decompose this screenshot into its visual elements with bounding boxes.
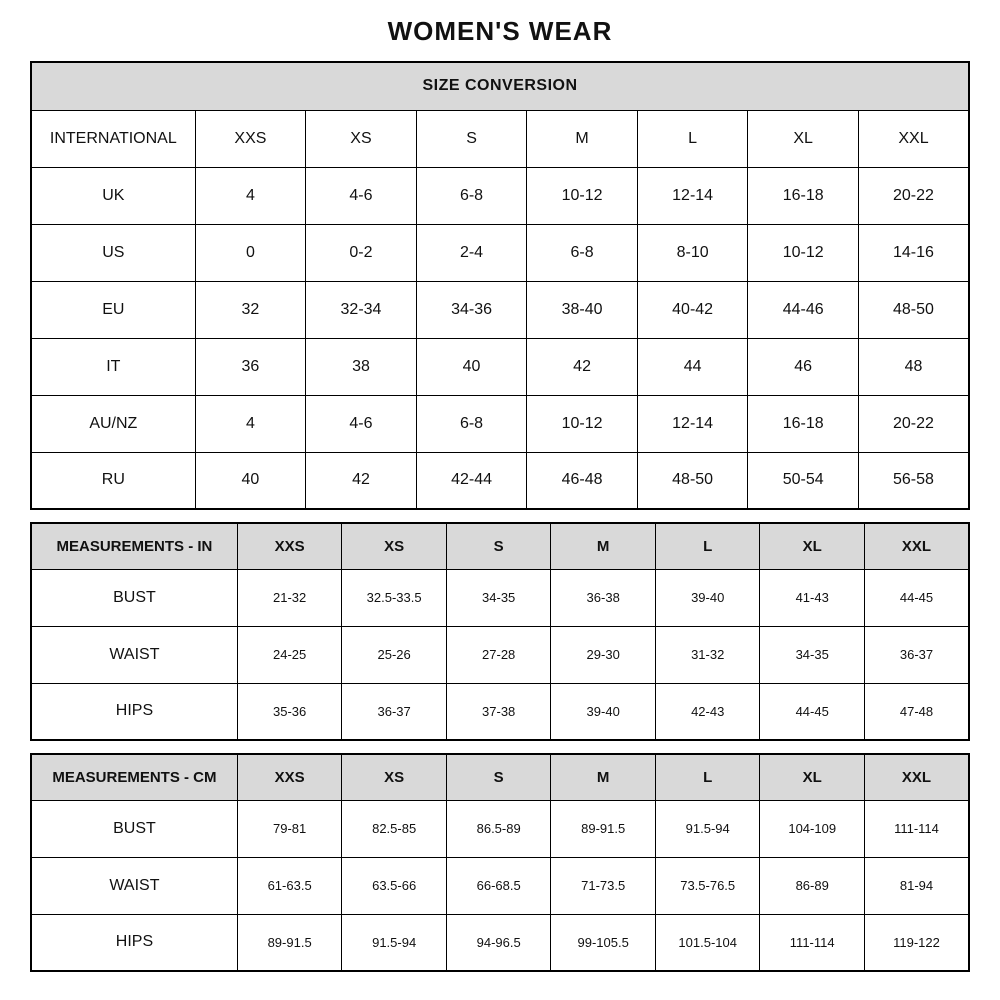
value-cell: 4-6 <box>306 395 417 452</box>
value-cell: XXL <box>858 110 969 167</box>
value-cell: 99-105.5 <box>551 914 656 971</box>
value-cell: 36-37 <box>342 683 447 740</box>
value-cell: 104-109 <box>760 800 865 857</box>
measurements-cm-table <box>30 753 970 972</box>
measurements-in-table <box>30 522 970 741</box>
value-cell: 21-32 <box>237 569 342 626</box>
value-cell: 82.5-85 <box>342 800 447 857</box>
value-cell: 91.5-94 <box>655 800 760 857</box>
value-cell: 6-8 <box>416 167 527 224</box>
value-cell: 48 <box>858 338 969 395</box>
value-cell: 89-91.5 <box>551 800 656 857</box>
value-cell: 40-42 <box>637 281 748 338</box>
value-cell: 42 <box>527 338 638 395</box>
value-cell: 14-16 <box>858 224 969 281</box>
value-cell: 48-50 <box>637 452 748 509</box>
column-header: XXS <box>237 754 342 800</box>
value-cell: 50-54 <box>748 452 859 509</box>
value-cell: 61-63.5 <box>237 857 342 914</box>
value-cell: 44 <box>637 338 748 395</box>
value-cell: 36-38 <box>551 569 656 626</box>
size-conversion-title-row <box>31 62 969 110</box>
column-header: XXS <box>237 523 342 569</box>
row-label: HIPS <box>31 914 237 971</box>
table-row <box>31 452 969 509</box>
value-cell: 71-73.5 <box>551 857 656 914</box>
value-cell: 79-81 <box>237 800 342 857</box>
column-header: MEASUREMENTS - CM <box>31 754 237 800</box>
value-cell: 12-14 <box>637 395 748 452</box>
row-label: AU/NZ <box>31 395 195 452</box>
row-label: BUST <box>31 569 237 626</box>
value-cell: 12-14 <box>637 167 748 224</box>
value-cell: 39-40 <box>655 569 760 626</box>
value-cell: 10-12 <box>527 167 638 224</box>
value-cell: 20-22 <box>858 395 969 452</box>
column-header: XS <box>342 754 447 800</box>
value-cell: 36 <box>195 338 306 395</box>
value-cell: 48-50 <box>858 281 969 338</box>
column-header: L <box>655 754 760 800</box>
value-cell: 37-38 <box>446 683 551 740</box>
value-cell: 91.5-94 <box>342 914 447 971</box>
column-header: XXL <box>864 754 969 800</box>
table-row <box>31 167 969 224</box>
table-row <box>31 800 969 857</box>
value-cell: 111-114 <box>760 914 865 971</box>
value-cell: 32.5-33.5 <box>342 569 447 626</box>
table-row <box>31 281 969 338</box>
value-cell: 16-18 <box>748 395 859 452</box>
row-label: EU <box>31 281 195 338</box>
value-cell: 35-36 <box>237 683 342 740</box>
value-cell: 16-18 <box>748 167 859 224</box>
value-cell: 34-36 <box>416 281 527 338</box>
row-label: UK <box>31 167 195 224</box>
value-cell: 31-32 <box>655 626 760 683</box>
table-row <box>31 338 969 395</box>
table-row <box>31 395 969 452</box>
value-cell: 29-30 <box>551 626 656 683</box>
value-cell: 4 <box>195 395 306 452</box>
value-cell: 111-114 <box>864 800 969 857</box>
value-cell: 86-89 <box>760 857 865 914</box>
value-cell: 42-44 <box>416 452 527 509</box>
page-title: WOMEN'S WEAR <box>387 16 613 46</box>
value-cell: 73.5-76.5 <box>655 857 760 914</box>
value-cell: 34-35 <box>446 569 551 626</box>
value-cell: 0-2 <box>306 224 417 281</box>
row-label: RU <box>31 452 195 509</box>
column-header: S <box>446 523 551 569</box>
value-cell: 10-12 <box>748 224 859 281</box>
value-cell: 101.5-104 <box>655 914 760 971</box>
value-cell: 44-46 <box>748 281 859 338</box>
value-cell: 27-28 <box>446 626 551 683</box>
value-cell: L <box>637 110 748 167</box>
value-cell: 86.5-89 <box>446 800 551 857</box>
table-row <box>31 626 969 683</box>
value-cell: 81-94 <box>864 857 969 914</box>
column-header: XS <box>342 523 447 569</box>
value-cell: 20-22 <box>858 167 969 224</box>
value-cell: XL <box>748 110 859 167</box>
measurements-cm-header-row <box>31 754 969 800</box>
value-cell: 38 <box>306 338 417 395</box>
table-row <box>31 857 969 914</box>
value-cell: 4 <box>195 167 306 224</box>
table-row <box>31 683 969 740</box>
value-cell: 94-96.5 <box>446 914 551 971</box>
value-cell: 32-34 <box>306 281 417 338</box>
value-cell: 2-4 <box>416 224 527 281</box>
value-cell: 46 <box>748 338 859 395</box>
value-cell: 40 <box>195 452 306 509</box>
row-label: IT <box>31 338 195 395</box>
value-cell: 63.5-66 <box>342 857 447 914</box>
column-header: XL <box>760 754 865 800</box>
value-cell: 8-10 <box>637 224 748 281</box>
column-header: S <box>446 754 551 800</box>
value-cell: 34-35 <box>760 626 865 683</box>
table-row <box>31 914 969 971</box>
value-cell: 119-122 <box>864 914 969 971</box>
value-cell: 24-25 <box>237 626 342 683</box>
value-cell: 0 <box>195 224 306 281</box>
value-cell: 32 <box>195 281 306 338</box>
value-cell: 10-12 <box>527 395 638 452</box>
row-label: INTERNATIONAL <box>31 110 195 167</box>
value-cell: 42-43 <box>655 683 760 740</box>
value-cell: XXS <box>195 110 306 167</box>
value-cell: 44-45 <box>864 569 969 626</box>
value-cell: 6-8 <box>416 395 527 452</box>
row-label: BUST <box>31 800 237 857</box>
column-header: L <box>655 523 760 569</box>
value-cell: 38-40 <box>527 281 638 338</box>
value-cell: 39-40 <box>551 683 656 740</box>
value-cell: M <box>527 110 638 167</box>
value-cell: 44-45 <box>760 683 865 740</box>
column-header: M <box>551 754 656 800</box>
table-row <box>31 110 969 167</box>
column-header: M <box>551 523 656 569</box>
value-cell: 42 <box>306 452 417 509</box>
table-row <box>31 569 969 626</box>
value-cell: XS <box>306 110 417 167</box>
column-header: XL <box>760 523 865 569</box>
table-title: SIZE CONVERSION <box>31 62 969 110</box>
row-label: US <box>31 224 195 281</box>
value-cell: 89-91.5 <box>237 914 342 971</box>
row-label: WAIST <box>31 857 237 914</box>
value-cell: 4-6 <box>306 167 417 224</box>
value-cell: S <box>416 110 527 167</box>
row-label: HIPS <box>31 683 237 740</box>
column-header: XXL <box>864 523 969 569</box>
value-cell: 56-58 <box>858 452 969 509</box>
value-cell: 46-48 <box>527 452 638 509</box>
row-label: WAIST <box>31 626 237 683</box>
value-cell: 47-48 <box>864 683 969 740</box>
value-cell: 6-8 <box>527 224 638 281</box>
value-cell: 41-43 <box>760 569 865 626</box>
value-cell: 66-68.5 <box>446 857 551 914</box>
table-row <box>31 224 969 281</box>
value-cell: 40 <box>416 338 527 395</box>
size-conversion-table <box>30 61 970 510</box>
value-cell: 36-37 <box>864 626 969 683</box>
measurements-in-header-row <box>31 523 969 569</box>
column-header: MEASUREMENTS - IN <box>31 523 237 569</box>
value-cell: 25-26 <box>342 626 447 683</box>
